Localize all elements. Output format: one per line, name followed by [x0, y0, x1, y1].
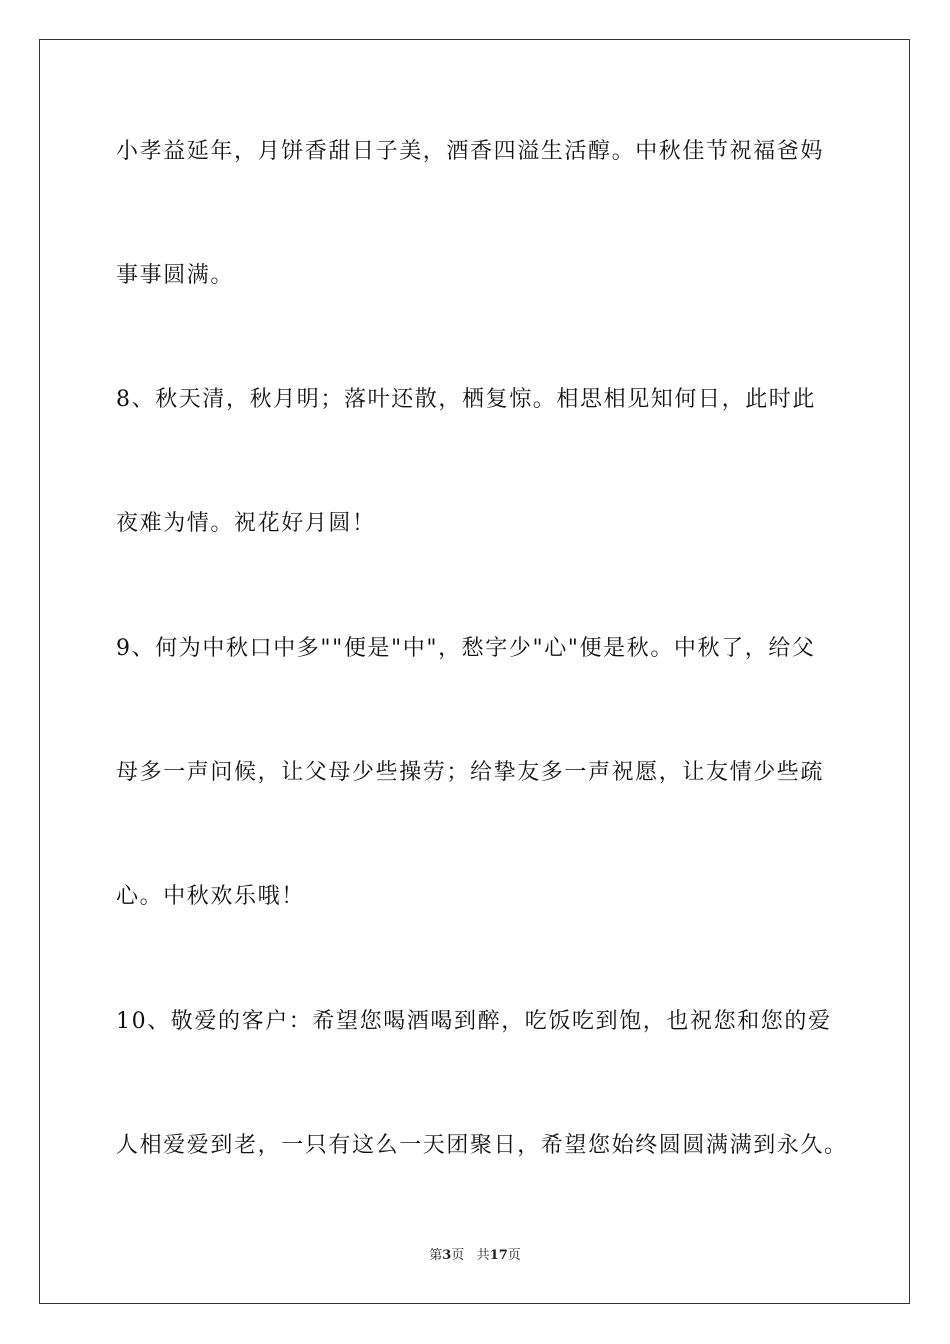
text-line-2: 事事圆满。: [116, 263, 235, 288]
total-prefix: 共: [476, 1248, 490, 1263]
text-line-3: 8、秋天清，秋月明；落叶还散，栖复惊。相思相见知何日，此时此: [116, 387, 816, 412]
text-line-6: 母多一声问候，让父母少些操劳；给挚友多一声祝愿，让友情少些疏: [116, 760, 825, 785]
page-footer: [0, 1247, 950, 1265]
total-suffix: 页: [507, 1248, 521, 1263]
total-pages: 17: [489, 1248, 508, 1263]
text-line-5: 9、何为中秋口中多""便是"中"，愁字少"心"便是秋。中秋了，给父: [116, 636, 816, 661]
text-line-7: 心。中秋欢乐哦！: [116, 884, 305, 909]
text-line-4: 夜难为情。祝花好月圆！: [116, 511, 376, 536]
page-number: 3: [442, 1248, 452, 1263]
text-line-9: 人相爱爱到老，一只有这么一天团聚日，希望您始终圆圆满满到永久。: [116, 1133, 848, 1158]
text-line-1: 小孝益延年，月饼香甜日子美，酒香四溢生活醇。中秋佳节祝福爸妈: [116, 139, 825, 164]
page-frame: [39, 39, 910, 1304]
page-suffix: 页: [451, 1248, 465, 1263]
page-prefix: 第: [429, 1248, 443, 1263]
text-line-8: 10、敬爱的客户：希望您喝酒喝到醉，吃饭吃到饱，也祝您和您的爱: [116, 1009, 832, 1034]
